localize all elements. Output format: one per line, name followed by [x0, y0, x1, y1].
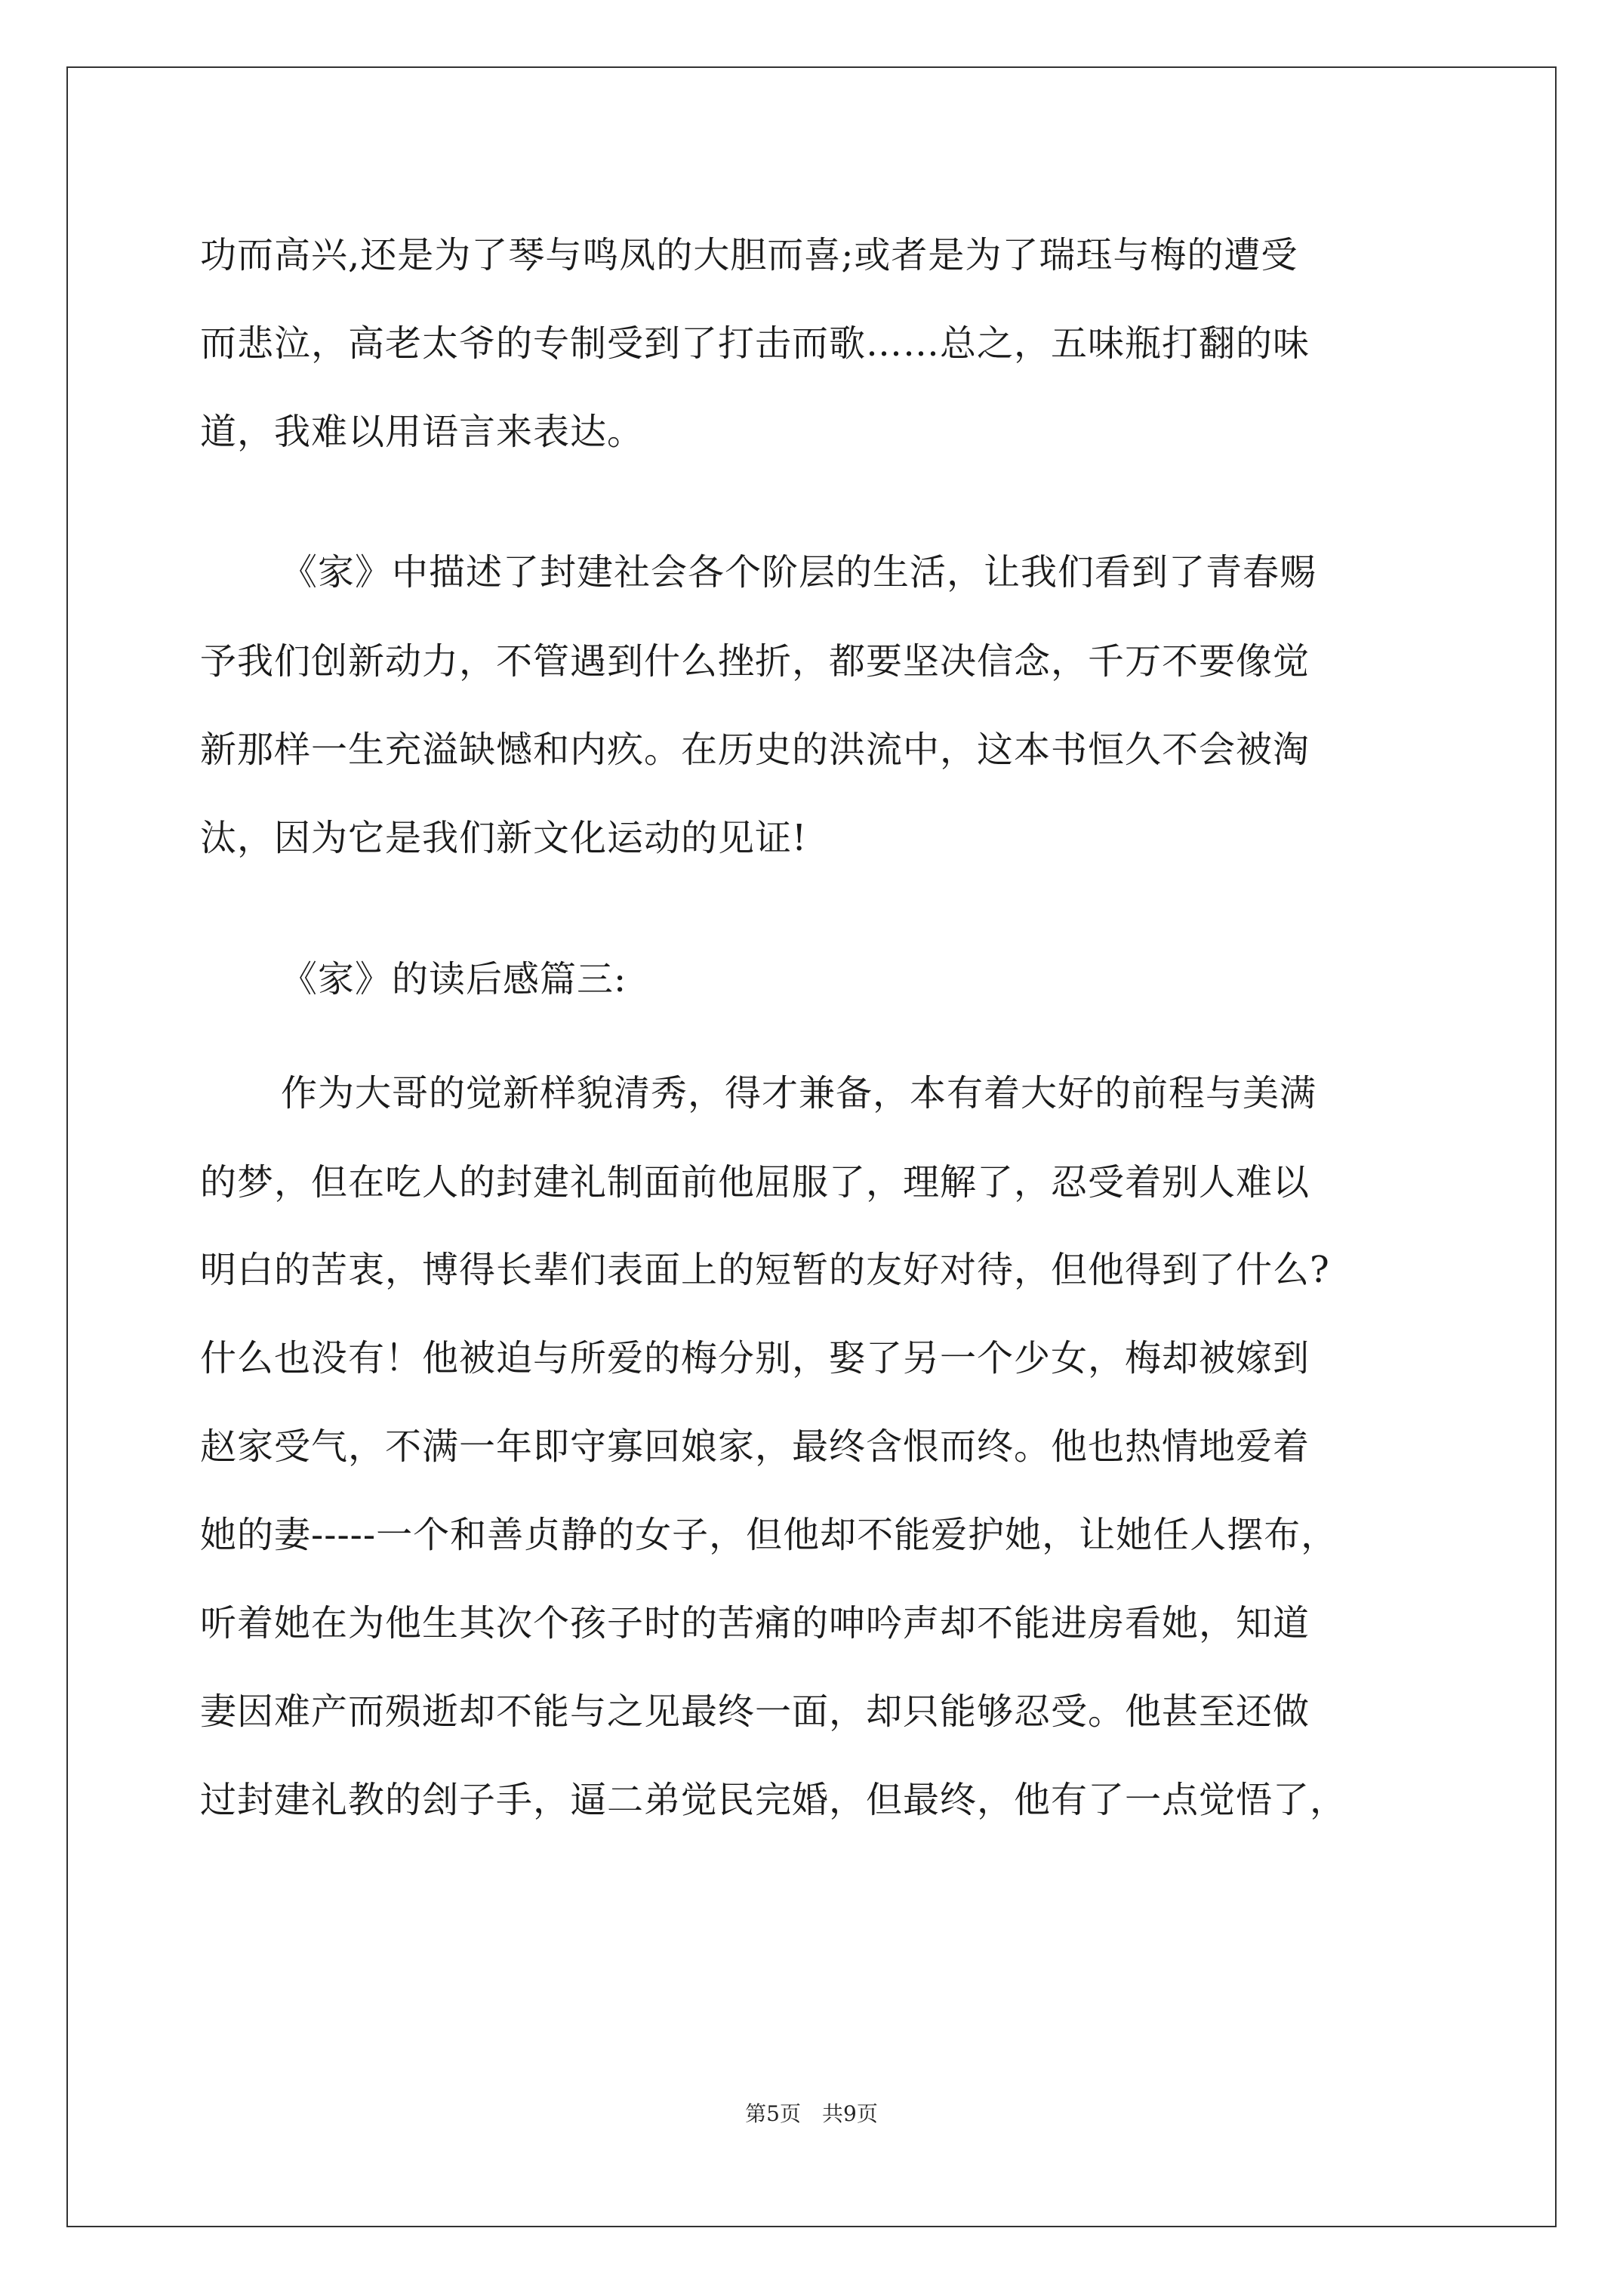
text-line-2: 而悲泣，高老太爷的专制受到了打击而歌……总之，五味瓶打翻的味 — [200, 322, 1310, 365]
text-line-15: 听着她在为他生其次个孩子时的苦痛的呻吟声却不能进房看她，知道 — [200, 1602, 1310, 1644]
text-line-16: 妻因难产而殒逝却不能与之见最终一面，却只能够忍受。他甚至还做 — [200, 1690, 1310, 1733]
section-heading: 《家》的读后感篇三: — [281, 958, 627, 1000]
page-total: 共9页 — [822, 2101, 878, 2126]
text-line-13: 赵家受气，不满一年即守寡回娘家，最终含恨而终。他也热情地爱着 — [200, 1425, 1310, 1468]
text-line-7: 汰，因为它是我们新文化运动的见证! — [200, 817, 808, 859]
text-line-4: 《家》中描述了封建社会各个阶层的生活，让我们看到了青春赐 — [281, 551, 1317, 593]
text-line-5: 予我们创新动力，不管遇到什么挫折，都要坚决信念，千万不要像觉 — [200, 640, 1310, 683]
text-line-6: 新那样一生充溢缺憾和内疚。在历史的洪流中，这本书恒久不会被淘 — [200, 729, 1310, 771]
text-line-11: 明白的苦衷，博得长辈们表面上的短暂的友好对待，但他得到了什么? — [200, 1249, 1330, 1291]
page-number: 第5页 — [745, 2101, 801, 2126]
text-line-14: 她的妻-----一个和善贞静的女子，但他却不能爱护她，让她任人摆布， — [200, 1514, 1338, 1556]
text-line-9: 作为大哥的觉新样貌清秀，得才兼备，本有着大好的前程与美满 — [281, 1072, 1317, 1114]
text-line-10: 的梦，但在吃人的封建礼制面前他屈服了，理解了，忍受着别人难以 — [200, 1161, 1310, 1203]
page-footer — [0, 2100, 1623, 2128]
text-line-12: 什么也没有！他被迫与所爱的梅分别，娶了另一个少女，梅却被嫁到 — [200, 1337, 1310, 1379]
text-line-3: 道，我难以用语言来表达。 — [200, 411, 645, 453]
text-line-1: 功而高兴,还是为了琴与鸣凤的大胆而喜;或者是为了瑞珏与梅的遭受 — [200, 234, 1298, 276]
page-border — [66, 66, 1557, 2227]
text-line-17: 过封建礼教的刽子手，逼二弟觉民完婚，但最终，他有了一点觉悟了， — [200, 1779, 1347, 1821]
